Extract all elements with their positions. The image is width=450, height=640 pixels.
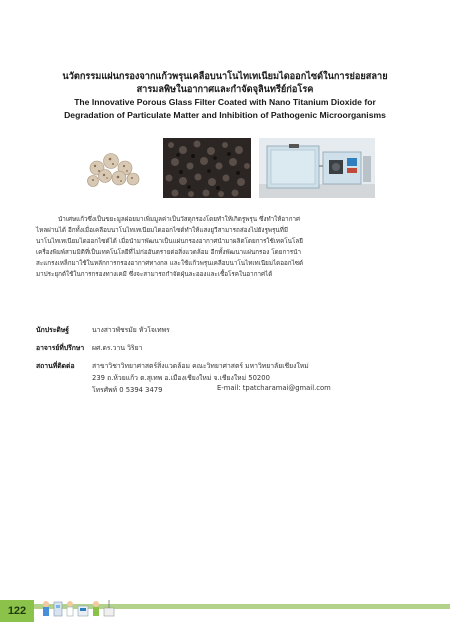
page-number: 122 [0,600,34,622]
title-thai-line2: สารมลพิษในอากาศและกำจัดจุลินทรีย์ก่อโรค [136,84,314,95]
inventor-label: นักประดิษฐ์ [36,326,70,334]
abstract-line: สะแกรงเหล็กมาใช้ในหลักการกรองอากาศทางกล และใช้แก้วพรุนเคลือบนาโนไทเทเนียมไดออกไซด์ [36,260,304,267]
photo-row [75,138,375,198]
abstract-line: ไหลผ่านได้ อีกทั้งเมื่อเคลือบนาโนไทเทเนียมไดออกไซด์ทำให้แสงยูวีสามารถส่องไปยังรูพรุนที่มี [36,227,289,234]
abstract-text: นำเศษแก้วซึ่งเป็นขยะมูลฝอยมาเพิ่มมูลค่าเป็นวัสดุกรองโดยทำให้เกิดรูพรุน ซึ่งทำให้อากาศ [58,216,301,223]
abstract-line: นาโนไทเทเนียมไดออกไซด์ได้ เมื่อนำมาพัฒนาเป็นแผ่นกรองอากาศนำมาผลิตโดยการใช้เทคโนโลยี [36,238,303,245]
porous-glass-pellets-photo [75,138,155,198]
title-block [36,70,414,122]
contact-address-line1: สาขาวิชาวิทยาศาสตร์สิ่งแวดล้อม คณะวิทยาศาสตร์ มหาวิทยาลัยเชียงใหม่ [92,362,309,370]
footer-illustration-icon [40,594,120,624]
abstract-line [36,214,412,225]
title-english-line1: The Innovative Porous Glass Filter Coated with Nano Titanium Dioxide for [74,97,376,107]
contact-label: สถานที่ติดต่อ [36,362,75,370]
contact-address-line2: 239 ถ.ห้วยแก้ว ต.สุเทพ อ.เมืองเชียงใหม่ จ.เชียงใหม่ 50200 [92,374,270,382]
filter-device-photo [259,138,375,198]
contact-email: E-mail: tpatcharamai@gmail.com [217,384,331,392]
advisor-label: อาจารย์ที่ปรึกษา [36,344,85,352]
advisor-row [36,342,414,360]
abstract-line: มาประยุกต์ใช้ในการกรองทางเคมี ซึ่งจะสามารถกำจัดฝุ่นละอองและเชื้อโรคในอากาศได้ [36,271,273,278]
abstract-paragraph [36,214,412,280]
contact-row [36,360,414,408]
title-english-line2: Degradation of Particulate Matter and Inhibition of Pathogenic Microorganisms [64,110,386,120]
advisor-value: ผศ.ดร.วาน วิริยา [92,344,143,352]
inventor-row [36,324,414,342]
title-thai-line1: นวัตกรรมแผ่นกรองจากแก้วพรุนเคลือบนาโนไทเทเนียมไดออกไซด์ในการย่อยสลาย [62,71,388,82]
info-section [36,324,414,408]
abstract-line: เครื่องพิมพ์สามมิติที่เป็นเทคโนโลยีที่ไม่ก่ออันตรายต่อสิ่งแวดล้อม อีกทั้งพัฒนาแผ่นกรอง โดยการนำ [36,249,302,256]
porous-filter-closeup-photo [163,138,251,198]
contact-phone: โทรศัพท์ 0 5394 3479 [92,386,163,394]
inventor-value: นางสาวพัชรมัย หัวโจเทพร [92,326,170,334]
